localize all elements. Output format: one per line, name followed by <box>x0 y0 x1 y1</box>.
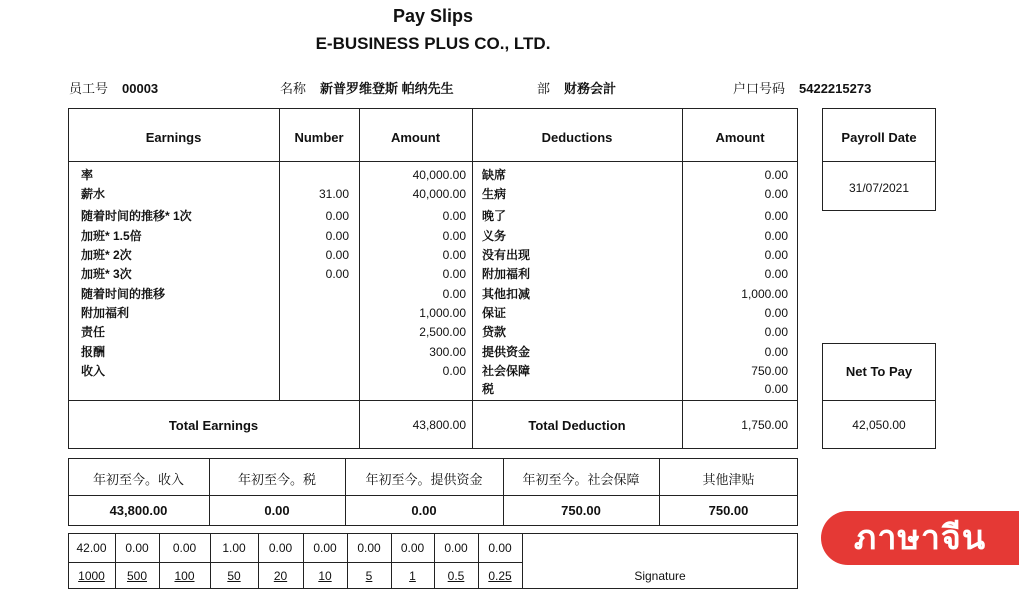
employee-id-label: 员工号 <box>69 81 109 96</box>
denomination-count: 0.00 <box>313 541 337 555</box>
table-header-divider <box>68 161 798 162</box>
deduction-item-label: 义务 <box>482 229 507 243</box>
deduction-item-amount: 0.00 <box>764 248 788 262</box>
employee-dept <box>537 78 616 97</box>
employee-account <box>733 78 871 97</box>
earnings-item-label: 率 <box>81 168 94 182</box>
earnings-item-amount: 300.00 <box>429 345 466 359</box>
denomination-count: 0.00 <box>400 541 425 555</box>
ytd-value: 0.00 <box>411 503 437 518</box>
number-header: Number <box>294 130 344 145</box>
earnings-item-number: 0.00 <box>325 248 349 262</box>
net-to-pay-divider <box>822 400 936 401</box>
denomination-note: 0.5 <box>447 569 465 583</box>
earnings-item-label: 加班* 1.5倍 <box>81 229 142 243</box>
deduction-item-amount: 750.00 <box>751 364 788 378</box>
payroll-date-value: 31/07/2021 <box>848 181 910 195</box>
earnings-item-label: 收入 <box>81 364 106 378</box>
ytd-label: 年初至今。提供资金 <box>365 472 483 487</box>
payroll-date-divider <box>822 161 936 162</box>
deduction-item-amount: 1,000.00 <box>741 287 788 301</box>
deduction-item-amount: 0.00 <box>764 382 788 396</box>
earnings-item-label: 附加福利 <box>81 306 130 320</box>
earnings-item-label: 加班* 3次 <box>81 267 132 281</box>
deductions-header: Deductions <box>541 130 613 145</box>
earnings-item-number <box>282 362 349 380</box>
earnings-item-amount: 0.00 <box>442 229 466 243</box>
earnings-item-amount: 0.00 <box>442 248 466 262</box>
denomination-count: 0.00 <box>488 541 512 555</box>
earnings-item-label: 随着时间的推移* 1次 <box>81 209 192 223</box>
denomination-note: 5 <box>365 569 373 583</box>
denomination-count: 42.00 <box>76 541 107 555</box>
earnings-item-label: 随着时间的推移 <box>81 287 166 301</box>
earnings-header: Earnings <box>145 130 202 145</box>
employee-dept-label: 部 <box>537 81 551 96</box>
employee-name-value: 新普罗维登斯 帕纳先生 <box>320 81 454 96</box>
total-earnings-label: Total Earnings <box>168 418 259 433</box>
deduction-item-amount: 0.00 <box>764 229 788 243</box>
earnings-item-number: 31.00 <box>318 187 349 201</box>
earnings-item-amount: 0.00 <box>442 209 466 223</box>
ytd-label: 其他津贴 <box>702 472 755 487</box>
denomination-count: 0.00 <box>357 541 381 555</box>
denomination-count: 0.00 <box>268 541 293 555</box>
denomination-note: 1 <box>409 569 416 583</box>
company-name: E-BUSINESS PLUS CO., LTD. <box>315 34 551 53</box>
employee-account-value: 5422215273 <box>799 81 872 96</box>
earnings-item-number <box>282 323 349 341</box>
signature-label: Signature <box>634 569 686 583</box>
deduction-amount-header: Amount <box>715 130 765 145</box>
language-badge[interactable]: ภาษาจีน <box>821 511 1019 565</box>
employee-name-label: 名称 <box>280 81 307 96</box>
denomination-note: 100 <box>174 569 195 583</box>
net-to-pay-label: Net To Pay <box>845 364 913 379</box>
employee-account-label: 户口号码 <box>733 81 786 96</box>
denomination-note: 10 <box>318 569 332 583</box>
deduction-item-label: 缺席 <box>482 168 507 182</box>
earnings-item-amount: 40,000.00 <box>412 168 466 182</box>
denomination-note: 0.25 <box>488 569 512 583</box>
ytd-label: 年初至今。社会保障 <box>522 472 640 487</box>
deduction-item-label: 提供资金 <box>482 345 531 359</box>
ytd-value: 43,800.00 <box>109 503 168 518</box>
deduction-item-amount: 0.00 <box>764 168 788 182</box>
employee-id-value: 00003 <box>122 81 159 96</box>
earnings-item-number: 0.00 <box>325 209 349 223</box>
earnings-item-amount: 40,000.00 <box>412 187 466 201</box>
deduction-item-label: 没有出现 <box>482 248 531 262</box>
deduction-item-label: 社会保障 <box>482 364 531 378</box>
earnings-item-amount: 0.00 <box>442 267 466 281</box>
amount-header: Amount <box>390 130 441 145</box>
earnings-item-label: 责任 <box>81 325 106 339</box>
denomination-note: 1000 <box>78 569 105 583</box>
denomination-count: 1.00 <box>222 541 246 555</box>
deduction-item-amount: 0.00 <box>764 345 788 359</box>
deduction-item-amount: 0.00 <box>764 209 788 223</box>
denomination-count: 0.00 <box>444 541 468 555</box>
earnings-item-number <box>282 285 349 303</box>
deduction-item-label: 生病 <box>482 187 507 201</box>
total-deduction-label: Total Deduction <box>528 418 626 433</box>
total-earnings-value: 43,800.00 <box>412 418 466 432</box>
payroll-date-label: Payroll Date <box>841 130 917 145</box>
denomination-note: 50 <box>227 569 241 583</box>
deduction-item-amount: 0.00 <box>764 267 788 281</box>
page-title: Pay Slips <box>392 6 474 26</box>
ytd-label: 年初至今。收入 <box>92 472 184 487</box>
earnings-item-number: 0.00 <box>325 229 349 243</box>
earnings-item-amount: 1,000.00 <box>419 306 466 320</box>
deduction-item-label: 晚了 <box>482 209 507 223</box>
earnings-item-number <box>282 343 349 361</box>
earnings-item-amount: 0.00 <box>442 364 466 378</box>
denomination-count: 0.00 <box>172 541 197 555</box>
ytd-value: 0.00 <box>264 503 290 518</box>
earnings-item-label: 报酬 <box>81 345 106 359</box>
deduction-item-label: 贷款 <box>482 325 507 339</box>
denomination-divider <box>68 562 522 563</box>
employee-name <box>280 78 454 97</box>
earnings-item-number <box>282 304 349 322</box>
deduction-item-label: 税 <box>482 382 495 396</box>
earnings-item-label: 薪水 <box>81 187 106 201</box>
employee-dept-value: 财務会計 <box>564 81 617 96</box>
table-total-divider <box>68 400 798 401</box>
column-divider <box>682 108 683 449</box>
earnings-item-amount: 0.00 <box>442 287 466 301</box>
deduction-item-label: 附加福利 <box>482 267 531 281</box>
ytd-label: 年初至今。税 <box>237 472 316 487</box>
denomination-note: 500 <box>126 569 148 583</box>
net-to-pay-value: 42,050.00 <box>852 418 906 432</box>
deduction-item-label: 其他扣减 <box>482 287 531 301</box>
denomination-note: 20 <box>273 569 288 583</box>
earnings-item-number: 0.00 <box>325 267 349 281</box>
ytd-value: 750.00 <box>708 503 749 518</box>
denomination-count: 0.00 <box>125 541 149 555</box>
column-divider <box>359 108 360 449</box>
deduction-item-amount: 0.00 <box>764 306 788 320</box>
earnings-item-amount: 2,500.00 <box>419 325 466 339</box>
deduction-item-amount: 0.00 <box>764 187 788 201</box>
employee-id <box>69 78 158 97</box>
earnings-item-number <box>282 166 349 184</box>
deduction-item-amount: 0.00 <box>764 325 788 339</box>
total-deduction-value: 1,750.00 <box>741 418 788 432</box>
deduction-item-label: 保证 <box>482 306 507 320</box>
ytd-divider <box>68 495 798 496</box>
column-divider <box>279 108 280 400</box>
earnings-item-label: 加班* 2次 <box>81 248 132 262</box>
column-divider <box>472 108 473 449</box>
ytd-value: 750.00 <box>561 503 601 518</box>
